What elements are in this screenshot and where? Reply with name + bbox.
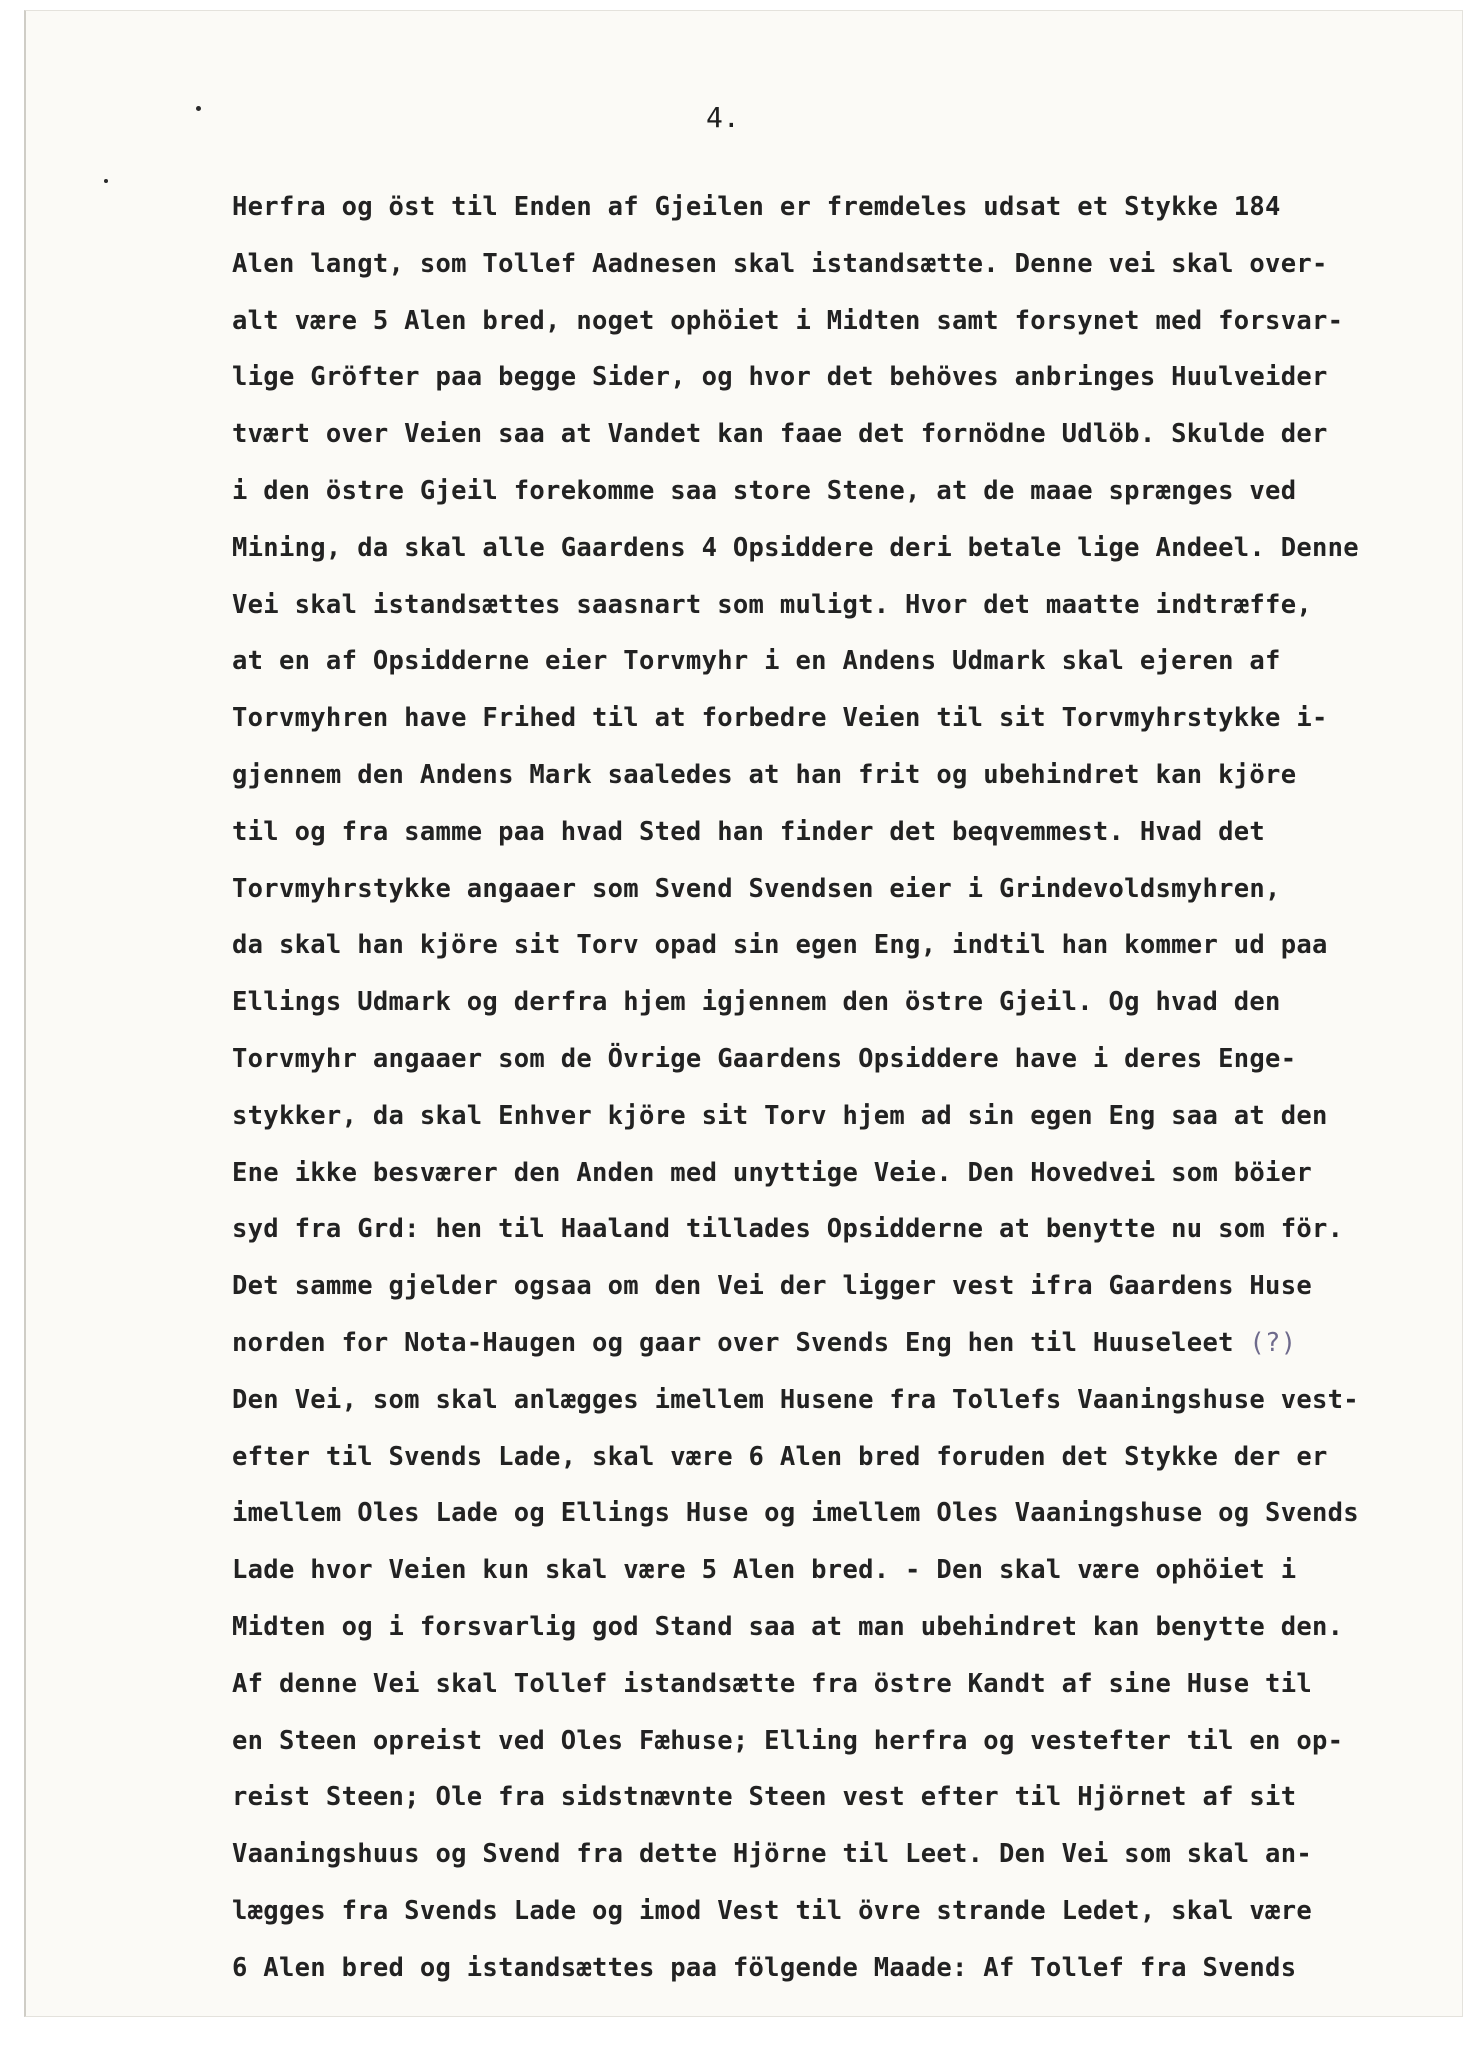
text-line: reist Steen; Ole fra sidstnævnte Steen vest efter til Hjörnet af sit [232, 1782, 1297, 1813]
text-line: Vaaningshuus og Svend fra dette Hjörne til Leet. Den Vei som skal an- [232, 1839, 1313, 1870]
text-line: lægges fra Svends Lade og imod Vest til övre strande Ledet, skal være [232, 1895, 1313, 1926]
text-line: alt være 5 Alen bred, noget ophöiet i Midten samt forsynet med forsvar- [232, 305, 1344, 336]
text-line: da skal han kjöre sit Torv opad sin egen Eng, indtil han kommer ud paa [232, 930, 1328, 961]
page-number: 4. [706, 101, 740, 134]
text-line: Ellings Udmark og derfra hjem igjennem den östre Gjeil. Og hvad den [232, 987, 1281, 1018]
text-line: en Steen opreist ved Oles Fæhuse; Elling herfra og vestefter til en op- [232, 1725, 1344, 1756]
text-line: imellem Oles Lade og Ellings Huse og imellem Oles Vaaningshuse og Svends [232, 1498, 1359, 1529]
text-line: efter til Svends Lade, skal være 6 Alen bred foruden det Stykke der er [232, 1441, 1328, 1472]
text-line: i den östre Gjeil forekomme saa store Stene, at de maae sprænges ved [232, 475, 1297, 506]
uncertain-reading-annotation: (?) [1249, 1327, 1297, 1358]
text-line: Det samme gjelder ogsaa om den Vei der ligger vest ifra Gaardens Huse [232, 1271, 1313, 1302]
text-line: lige Gröfter paa begge Sider, og hvor det behöves anbringes Huulveider [232, 362, 1328, 393]
text-line: Torvmyhren have Frihed til at forbedre Veien til sit Torvmyhrstykke i- [232, 703, 1328, 734]
typewritten-text [232, 179, 1472, 1997]
text-line: gjennem den Andens Mark saaledes at han frit og ubehindret kan kjöre [232, 759, 1297, 790]
text-line: norden for Nota-Haugen og gaar over Svends Eng hen til Huuseleet [232, 1327, 1234, 1358]
text-line: syd fra Grd: hen til Haaland tillades Opsidderne at benytte nu som för. [232, 1214, 1344, 1245]
text-line: Mining, da skal alle Gaardens 4 Opsiddere deri betale lige Andeel. Denne [232, 532, 1359, 563]
text-line: Vei skal istandsættes saasnart som muligt. Hvor det maatte indtræffe, [232, 589, 1313, 620]
text-line: Ene ikke besværer den Anden med unyttige Veie. Den Hovedvei som böier [232, 1157, 1313, 1188]
document-page [24, 10, 1463, 2017]
text-line: Alen langt, som Tollef Aadnesen skal istandsætte. Denne vei skal over- [232, 248, 1328, 279]
text-line: tvært over Veien saa at Vandet kan faae det fornödne Udlöb. Skulde der [232, 419, 1328, 450]
text-line: Af denne Vei skal Tollef istandsætte fra östre Kandt af sine Huse til [232, 1668, 1313, 1699]
text-line: Herfra og öst til Enden af Gjeilen er fremdeles udsat et Stykke 184 [232, 192, 1281, 222]
text-line: til og fra samme paa hvad Sted han finder det beqvemmest. Hvad det [232, 816, 1266, 847]
text-line-annotated [232, 1315, 1472, 1372]
ink-speck [104, 179, 108, 183]
text-line: Den Vei, som skal anlægges imellem Husene fra Tollefs Vaaningshuse vest- [232, 1384, 1359, 1415]
text-line: at en af Opsidderne eier Torvmyhr i en Andens Udmark skal ejeren af [232, 646, 1281, 677]
text-line: Midten og i forsvarlig god Stand saa at man ubehindret kan benytte den. [232, 1611, 1344, 1642]
text-line: 6 Alen bred og istandsættes paa fölgende Maade: Af Tollef fra Svends [232, 1952, 1297, 1983]
ink-speck [196, 106, 201, 111]
text-line: Lade hvor Veien kun skal være 5 Alen bred. - Den skal være ophöiet i [232, 1555, 1297, 1586]
text-line: Torvmyhr angaaer som de Övrige Gaardens Opsiddere have i deres Enge- [232, 1043, 1297, 1074]
text-line: stykker, da skal Enhver kjöre sit Torv hjem ad sin egen Eng saa at den [232, 1100, 1328, 1131]
text-line: Torvmyhrstykke angaaer som Svend Svendsen eier i Grindevoldsmyhren, [232, 873, 1281, 904]
